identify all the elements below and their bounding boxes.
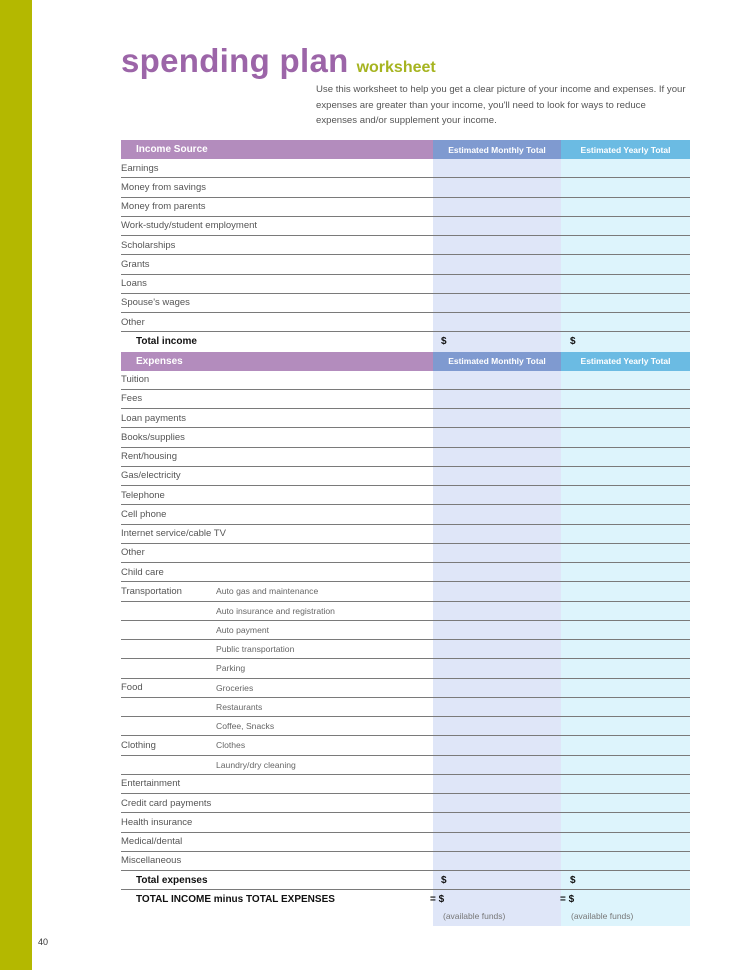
monthly-header: Estimated Monthly Total bbox=[433, 140, 561, 159]
row-label bbox=[121, 679, 433, 697]
monthly-input[interactable] bbox=[433, 198, 561, 216]
yearly-header: Estimated Yearly Total bbox=[561, 352, 690, 371]
income-source-header: Income Source bbox=[121, 140, 433, 159]
table-row bbox=[121, 794, 690, 813]
category-label: Money from savings bbox=[121, 181, 207, 193]
yearly-input[interactable] bbox=[561, 544, 690, 562]
category-label: Telephone bbox=[121, 489, 165, 501]
row-label bbox=[121, 390, 433, 408]
yearly-input[interactable] bbox=[561, 371, 690, 389]
monthly-input[interactable] bbox=[433, 390, 561, 408]
row-label bbox=[121, 852, 433, 870]
page-title bbox=[121, 42, 436, 80]
net-label: TOTAL INCOME minus TOTAL EXPENSES bbox=[136, 894, 335, 906]
monthly-input[interactable] bbox=[433, 659, 561, 677]
total-income-yearly[interactable]: $ bbox=[561, 332, 690, 351]
total-expenses-label: Total expenses bbox=[136, 874, 208, 886]
monthly-input[interactable] bbox=[433, 794, 561, 812]
yearly-input[interactable] bbox=[561, 448, 690, 466]
row-label bbox=[121, 371, 433, 389]
subcategory-label: Groceries bbox=[216, 682, 254, 693]
monthly-input[interactable] bbox=[433, 525, 561, 543]
row-label bbox=[121, 448, 433, 466]
monthly-input[interactable] bbox=[433, 775, 561, 793]
yearly-input[interactable] bbox=[561, 698, 690, 716]
subcategory-label: Auto payment bbox=[216, 624, 270, 635]
total-expenses-monthly[interactable]: $ bbox=[433, 871, 561, 889]
subcategory-label: Public transportation bbox=[216, 644, 295, 655]
monthly-input[interactable] bbox=[433, 428, 561, 446]
monthly-input[interactable] bbox=[433, 698, 561, 716]
page-number: 40 bbox=[38, 937, 49, 947]
table-row bbox=[121, 467, 690, 486]
table-row bbox=[121, 409, 690, 428]
row-label bbox=[121, 505, 433, 523]
row-label bbox=[121, 428, 433, 446]
subcategory-label: Coffee, Snacks bbox=[216, 721, 275, 732]
monthly-input[interactable] bbox=[433, 640, 561, 658]
table-row bbox=[121, 544, 690, 563]
monthly-input[interactable] bbox=[433, 448, 561, 466]
net-row bbox=[121, 890, 690, 926]
expenses-header: Expenses bbox=[121, 352, 433, 371]
total-income-monthly[interactable]: $ bbox=[433, 332, 561, 351]
subcategory-label: Auto insurance and registration bbox=[216, 605, 335, 616]
category-label: Money from parents bbox=[121, 201, 206, 213]
monthly-input[interactable] bbox=[433, 736, 561, 754]
row-label bbox=[121, 698, 433, 716]
yearly-input[interactable] bbox=[561, 602, 690, 620]
row-label bbox=[121, 640, 433, 658]
row-label bbox=[121, 563, 433, 581]
yearly-input[interactable] bbox=[561, 159, 690, 177]
row-label bbox=[121, 813, 433, 831]
monthly-input[interactable] bbox=[433, 275, 561, 293]
category-label: Entertainment bbox=[121, 778, 181, 790]
monthly-input[interactable] bbox=[433, 852, 561, 870]
table-row bbox=[121, 390, 690, 409]
table-row bbox=[121, 486, 690, 505]
yearly-input[interactable] bbox=[561, 852, 690, 870]
table-row bbox=[121, 448, 690, 467]
monthly-input[interactable] bbox=[433, 582, 561, 600]
row-label bbox=[121, 717, 433, 735]
category-label: Other bbox=[121, 547, 145, 559]
table-row bbox=[121, 852, 690, 871]
table-row bbox=[121, 659, 690, 678]
total-income-label: Total income bbox=[136, 336, 197, 348]
available-funds-note: (available funds) bbox=[571, 911, 634, 922]
monthly-input[interactable] bbox=[433, 159, 561, 177]
total-expenses-row bbox=[121, 871, 690, 890]
category-label: Spouse's wages bbox=[121, 297, 190, 309]
table-row bbox=[121, 698, 690, 717]
yearly-input[interactable] bbox=[561, 621, 690, 639]
category-label: Transportation bbox=[121, 585, 182, 597]
row-label bbox=[121, 525, 433, 543]
row-label bbox=[121, 275, 433, 293]
monthly-header: Estimated Monthly Total bbox=[433, 352, 561, 371]
yearly-input[interactable] bbox=[561, 236, 690, 254]
yearly-input[interactable] bbox=[561, 736, 690, 754]
table-row bbox=[121, 621, 690, 640]
yearly-input[interactable] bbox=[561, 313, 690, 331]
table-row bbox=[121, 525, 690, 544]
category-label: Loans bbox=[121, 278, 147, 290]
row-label bbox=[121, 313, 433, 331]
table-row bbox=[121, 275, 690, 294]
category-label: Work-study/student employment bbox=[121, 220, 258, 232]
yearly-input[interactable] bbox=[561, 255, 690, 273]
row-label bbox=[121, 217, 433, 235]
monthly-input[interactable] bbox=[433, 679, 561, 697]
yearly-input[interactable] bbox=[561, 217, 690, 235]
row-label bbox=[121, 236, 433, 254]
table-row bbox=[121, 602, 690, 621]
category-label: Rent/housing bbox=[121, 451, 177, 463]
income-header-row bbox=[121, 140, 690, 159]
row-label bbox=[121, 544, 433, 562]
category-label: Tuition bbox=[121, 374, 150, 386]
table-row bbox=[121, 582, 690, 601]
monthly-input[interactable] bbox=[433, 756, 561, 774]
row-label bbox=[121, 159, 433, 177]
subcategory-label: Parking bbox=[216, 663, 246, 674]
net-yearly-value: = $ bbox=[560, 894, 575, 906]
monthly-input[interactable] bbox=[433, 371, 561, 389]
monthly-input[interactable] bbox=[433, 544, 561, 562]
table-row bbox=[121, 775, 690, 794]
yearly-input[interactable] bbox=[561, 833, 690, 851]
yearly-input[interactable] bbox=[561, 198, 690, 216]
monthly-input[interactable] bbox=[433, 255, 561, 273]
row-label bbox=[121, 756, 433, 774]
row-label bbox=[121, 736, 433, 754]
table-row bbox=[121, 159, 690, 178]
net-monthly[interactable] bbox=[430, 890, 561, 926]
table-row bbox=[121, 679, 690, 698]
yearly-input[interactable] bbox=[561, 525, 690, 543]
monthly-input[interactable] bbox=[433, 717, 561, 735]
monthly-input[interactable] bbox=[433, 486, 561, 504]
total-income-row bbox=[121, 332, 690, 351]
category-label: Earnings bbox=[121, 162, 159, 174]
row-label bbox=[121, 833, 433, 851]
table-row bbox=[121, 505, 690, 524]
row-label bbox=[121, 255, 433, 273]
row-label bbox=[121, 775, 433, 793]
yearly-input[interactable] bbox=[561, 679, 690, 697]
net-monthly-value: = $ bbox=[430, 894, 445, 906]
table-row bbox=[121, 833, 690, 852]
monthly-input[interactable] bbox=[433, 217, 561, 235]
category-label: Gas/electricity bbox=[121, 470, 181, 482]
table-row bbox=[121, 813, 690, 832]
monthly-input[interactable] bbox=[433, 313, 561, 331]
category-label: Cell phone bbox=[121, 508, 167, 520]
monthly-input[interactable] bbox=[433, 467, 561, 485]
expenses-header-row bbox=[121, 352, 690, 371]
row-label bbox=[121, 602, 433, 620]
yearly-input[interactable] bbox=[561, 756, 690, 774]
row-label bbox=[121, 659, 433, 677]
yearly-input[interactable] bbox=[561, 640, 690, 658]
table-row bbox=[121, 255, 690, 274]
row-label bbox=[121, 467, 433, 485]
table-row bbox=[121, 563, 690, 582]
table-row bbox=[121, 236, 690, 255]
sidebar-color-bar bbox=[0, 0, 32, 970]
category-label: Internet service/cable TV bbox=[121, 528, 226, 540]
table-row bbox=[121, 428, 690, 447]
available-funds-note: (available funds) bbox=[443, 911, 506, 922]
table-row bbox=[121, 756, 690, 775]
yearly-input[interactable] bbox=[561, 505, 690, 523]
intro-text: Use this worksheet to help you get a clear picture of your income and expenses. If your expenses are greater than your income, you'll need to look for ways to reduce expenses and/or supplement your income. bbox=[316, 84, 686, 126]
category-label: Scholarships bbox=[121, 239, 176, 251]
monthly-input[interactable] bbox=[433, 236, 561, 254]
subcategory-label: Laundry/dry cleaning bbox=[216, 759, 296, 770]
yearly-input[interactable] bbox=[561, 467, 690, 485]
monthly-input[interactable] bbox=[433, 294, 561, 312]
row-label bbox=[121, 178, 433, 196]
yearly-input[interactable] bbox=[561, 428, 690, 446]
category-label: Child care bbox=[121, 566, 164, 578]
yearly-input[interactable] bbox=[561, 275, 690, 293]
yearly-input[interactable] bbox=[561, 390, 690, 408]
yearly-input[interactable] bbox=[561, 409, 690, 427]
subcategory-label: Auto gas and maintenance bbox=[216, 586, 319, 597]
title-sub: worksheet bbox=[356, 59, 436, 76]
category-label: Loan payments bbox=[121, 412, 186, 424]
table-row bbox=[121, 294, 690, 313]
category-label: Clothing bbox=[121, 739, 156, 751]
table-row bbox=[121, 198, 690, 217]
row-label bbox=[121, 582, 433, 600]
category-label: Medical/dental bbox=[121, 836, 183, 848]
category-label: Books/supplies bbox=[121, 431, 185, 443]
monthly-input[interactable] bbox=[433, 409, 561, 427]
row-label bbox=[121, 486, 433, 504]
category-label: Food bbox=[121, 682, 143, 694]
category-label: Other bbox=[121, 316, 145, 328]
net-yearly[interactable] bbox=[561, 890, 690, 926]
yearly-input[interactable] bbox=[561, 563, 690, 581]
yearly-input[interactable] bbox=[561, 582, 690, 600]
yearly-input[interactable] bbox=[561, 659, 690, 677]
table-row bbox=[121, 717, 690, 736]
category-label: Health insurance bbox=[121, 816, 193, 828]
row-label bbox=[121, 294, 433, 312]
yearly-input[interactable] bbox=[561, 486, 690, 504]
yearly-input[interactable] bbox=[561, 813, 690, 831]
monthly-input[interactable] bbox=[433, 602, 561, 620]
table-row bbox=[121, 178, 690, 197]
total-expenses-yearly[interactable]: $ bbox=[561, 871, 690, 889]
monthly-input[interactable] bbox=[433, 178, 561, 196]
category-label: Fees bbox=[121, 393, 143, 405]
monthly-input[interactable] bbox=[433, 621, 561, 639]
table-row bbox=[121, 640, 690, 659]
title-main: spending plan bbox=[121, 42, 349, 79]
category-label: Miscellaneous bbox=[121, 855, 182, 867]
yearly-header: Estimated Yearly Total bbox=[561, 140, 690, 159]
table-row bbox=[121, 313, 690, 332]
row-label bbox=[121, 794, 433, 812]
subcategory-label: Restaurants bbox=[216, 701, 263, 712]
monthly-input[interactable] bbox=[433, 813, 561, 831]
yearly-input[interactable] bbox=[561, 178, 690, 196]
monthly-input[interactable] bbox=[433, 563, 561, 581]
monthly-input[interactable] bbox=[433, 833, 561, 851]
row-label bbox=[121, 198, 433, 216]
spending-table bbox=[121, 140, 690, 926]
table-row bbox=[121, 371, 690, 390]
table-row bbox=[121, 217, 690, 236]
table-row bbox=[121, 736, 690, 755]
category-label: Grants bbox=[121, 258, 150, 270]
monthly-input[interactable] bbox=[433, 505, 561, 523]
subcategory-label: Clothes bbox=[216, 740, 246, 751]
yearly-input[interactable] bbox=[561, 294, 690, 312]
yearly-input[interactable] bbox=[561, 717, 690, 735]
category-label: Credit card payments bbox=[121, 797, 212, 809]
yearly-input[interactable] bbox=[561, 794, 690, 812]
row-label bbox=[121, 409, 433, 427]
yearly-input[interactable] bbox=[561, 775, 690, 793]
row-label bbox=[121, 621, 433, 639]
